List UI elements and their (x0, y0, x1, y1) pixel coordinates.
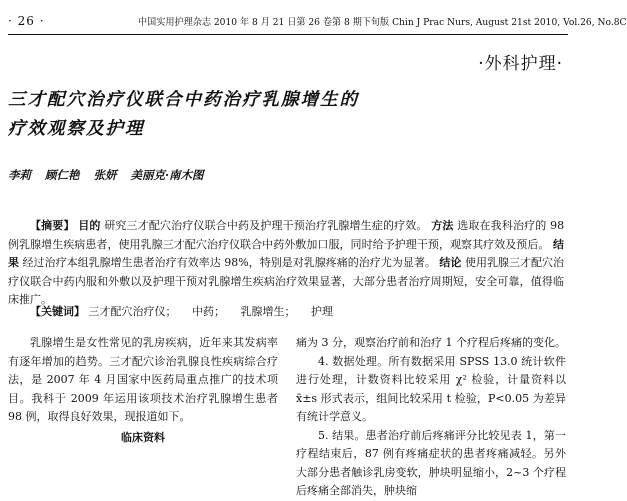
keyword-item: 护理 (311, 305, 333, 318)
keyword-item: 三才配穴治疗仪； (88, 305, 177, 318)
abstract-label: 【摘要】 (30, 219, 75, 232)
body-paragraph: 5. 结果。患者治疗前后疼痛评分比较见表 1，第一疗程结束后，87 例有疼痛症状的患者疼痛减轻。另外大部分患者触诊乳房变软，肿块明显缩小，2~3 个疗程后疼痛全部消失，肿块缩 (296, 428, 566, 497)
keyword-item: 中药； (192, 305, 225, 318)
keywords (8, 303, 564, 319)
journal-running-header: 中国实用护理杂志 2010 年 8 月 21 日第 26 卷第 8 期下旬版 Chin J Prac Nurs, August 21st 2010, Vol.26, No.8C (138, 17, 627, 28)
keyword-item: 乳腺增生； (240, 305, 296, 318)
results-heading: 结果 (8, 237, 565, 270)
methods-text: 选取在我科治疗的 98 例乳腺增生疾病患者，使用乳腺三才配穴治疗仪联合中药外敷加口服，同时给予护理干预，观察其疗效及预后。 (8, 219, 565, 251)
section-heading-clinical-data: 临床资料 (121, 431, 165, 444)
conclusion-text: 使用乳腺三才配穴治疗仪联合中药内服和外敷以及护理干预对乳腺增生疾病治疗效果显著，大部分患者治疗周期短，安全可靠，值得临床推广。 (8, 256, 565, 307)
author-list: 李莉 顾仁艳 张妍 美丽克·南木图 (8, 168, 204, 182)
body-column-right (296, 334, 566, 501)
objective-text: 研究三才配穴治疗仪联合中药及护理干预治疗乳腺增生症的疗效。 (104, 219, 428, 232)
body-paragraph: 4. 数据处理。所有数据采用 SPSS 13.0 统计软件进行处理，计数资料比较采用 χ² 检验，计量资料以 x̄±s 形式表示，组间比较采用 t 检验，P<0.05 为差异有统计学意义。 (296, 354, 566, 423)
abstract (8, 217, 564, 310)
results-text: 经过治疗本组乳腺增生患者治疗有效率达 98%，特别是对乳腺疼痛的治疗尤为显著。 (22, 256, 436, 270)
objective-heading: 目的 (78, 219, 101, 232)
body-paragraph: 痛为 3 分，观察治疗前和治疗 1 个疗程后疼痛的变化。 (296, 336, 566, 349)
conclusion-heading: 结论 (439, 256, 462, 270)
body-column-left-paragraph: 乳腺增生是女性常见的乳房疾病，近年来其发病率有逐年增加的趋势。三才配穴诊治乳腺良性疾病综合疗法，是 2007 年 4 月国家中医药局重点推广的技术项目。我科于 2009 年运用该项技术治疗乳腺增生患者 98 例，取得良好效果，现报道如下。 (8, 336, 278, 423)
article-title-line-2: 疗效观察及护理 (8, 119, 145, 139)
methods-heading: 方法 (431, 219, 454, 232)
keywords-label: 【关键词】 (30, 305, 85, 318)
article-title-line-1: 三才配穴治疗仪联合中药治疗乳腺增生的 (8, 90, 359, 110)
section-label: ·外科护理· (478, 54, 563, 74)
header-rule (8, 34, 568, 35)
page-number: · 26 · (8, 14, 45, 28)
